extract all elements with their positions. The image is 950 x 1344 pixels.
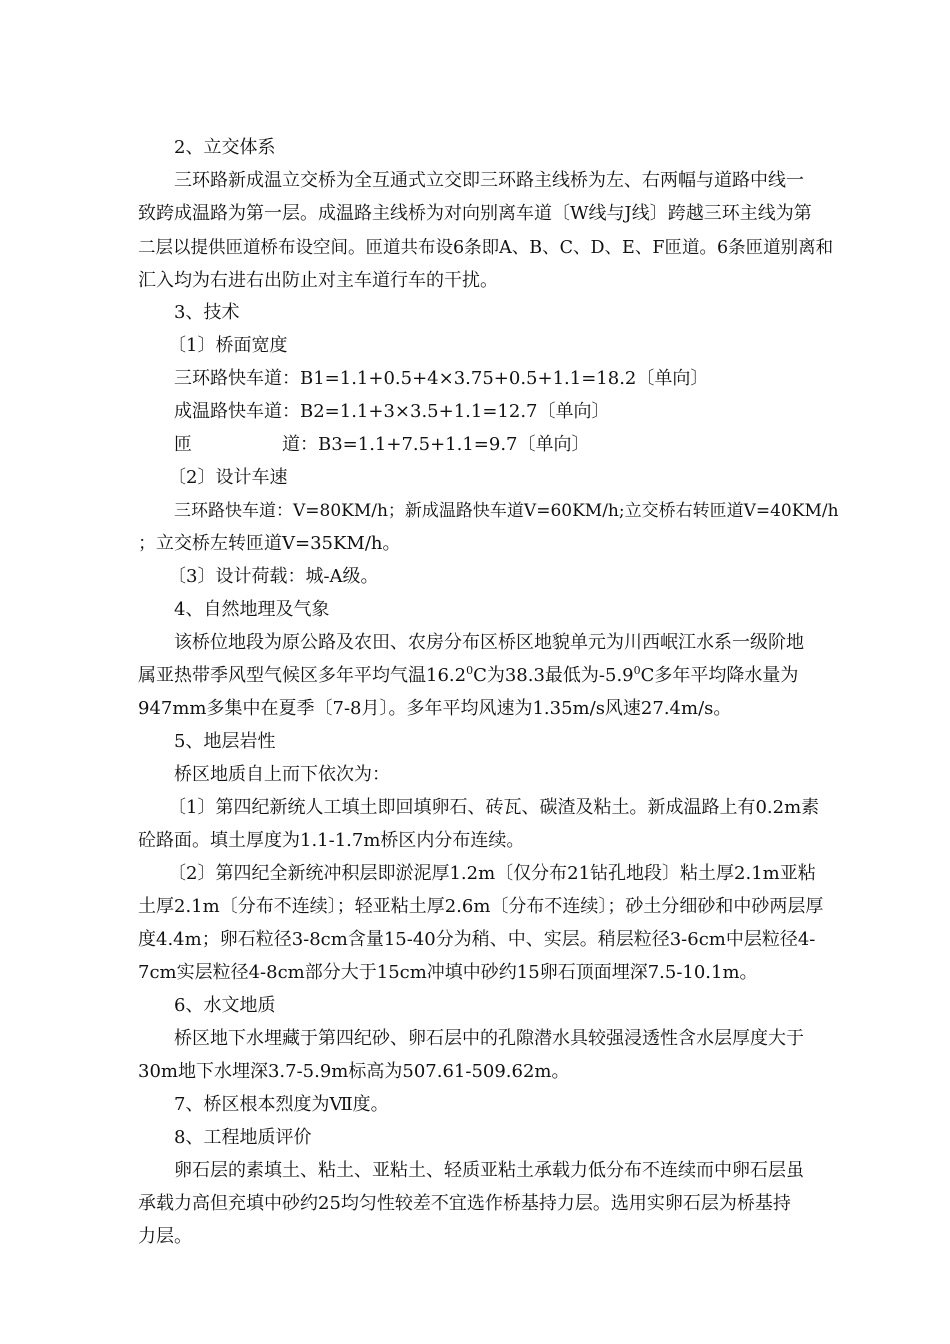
paragraph-line: 947mm多集中在夏季〔7-8月〕。多年平均风速为1.35m/s风速27.4m/s。 [138, 698, 732, 719]
paragraph-line: 度4.4m；卵石粒径3-8cm含量15-40分为稍、中、实层。稍层粒径3-6cm中层粒径4- [138, 929, 816, 950]
paragraph-line: 桥区地质自上而下依次为： [174, 764, 390, 785]
paragraph-line: 三环路新成温立交桥为全互通式立交即三环路主线桥为左、右两幅与道路中线一 [174, 170, 804, 191]
sub-heading: 〔1〕桥面宽度 [168, 335, 288, 356]
line-fragment: 道：B3=1.1+7.5+1.1=9.7〔单向〕 [282, 434, 590, 455]
superscript: 0 [466, 664, 474, 677]
section-heading: 2、立交体系 [174, 137, 276, 158]
section-heading: 8、工程地质评价 [174, 1127, 312, 1148]
paragraph-line: 三环路快车道：V=80KM/h；新成温路快车道V=60KM/h;立交桥右转匝道V=40KM/h [174, 501, 839, 521]
paragraph-line: 〔1〕第四纪新统人工填土即回填卵石、砖瓦、碳渣及粘土。新成温路上有0.2m素 [168, 797, 820, 818]
paragraph-line: 致跨成温路为第一层。成温路主线桥为对向别离车道〔W线与J线〕跨越三环主线为第 [138, 203, 812, 224]
section-heading: 4、自然地理及气象 [174, 599, 330, 620]
paragraph-line: 二层以提供匝道桥布设空间。匝道共布设6条即A、B、C、D、E、F匝道。6条匝道别离和 [138, 238, 834, 258]
section-heading: 5、地层岩性 [174, 731, 276, 752]
paragraph-line: 力层。 [138, 1226, 192, 1247]
paragraph-line: 汇入均为右进右出防止对主车道行车的干扰。 [138, 270, 498, 291]
line-fragment: 匝 [174, 434, 192, 455]
paragraph-line [138, 663, 850, 689]
section-heading: 7、桥区根本烈度为Ⅶ度。 [174, 1094, 389, 1115]
section-heading: 6、水文地质 [174, 995, 276, 1016]
section-heading: 3、技术 [174, 302, 240, 323]
paragraph-line: 7cm实层粒径4-8cm部分大于15cm冲填中砂约15卵石顶面埋深7.5-10.1m。 [138, 962, 758, 983]
paragraph-line: ；立交桥左转匝道V=35KM/h。 [138, 533, 401, 554]
paragraph-line: 该桥位地段为原公路及农田、农房分布区桥区地貌单元为川西岷江水系一级阶地 [174, 632, 804, 653]
line-fragment: 属亚热带季风型气候区多年平均气温16.2 [138, 665, 467, 686]
superscript: 0 [633, 664, 641, 677]
line-fragment: C为38.3最低为-5.9 [473, 665, 634, 686]
paragraph-line: 〔2〕第四纪全新统冲积层即淤泥厚1.2m〔仅分布21钻孔地段〕粘土厚2.1m亚粘 [168, 863, 816, 884]
sub-heading: 〔2〕设计车速 [168, 467, 288, 488]
paragraph-line: 桥区地下水埋藏于第四纪砂、卵石层中的孔隙潜水具较强浸透性含水层厚度大于 [174, 1028, 804, 1049]
paragraph-line: 30m地下水埋深3.7-5.9m标高为507.61-509.62m。 [138, 1061, 570, 1082]
paragraph-line: 三环路快车道：B1=1.1+0.5+4×3.75+0.5+1.1=18.2〔单向〕 [174, 368, 709, 389]
paragraph-line: 土厚2.1m〔分布不连续〕；轻亚粘土厚2.6m〔分布不连续〕；砂土分细砂和中砂两层厚 [138, 896, 824, 917]
line-fragment: C多年平均降水量为 [640, 665, 799, 686]
paragraph-line: 成温路快车道：B2=1.1+3×3.5+1.1=12.7〔单向〕 [174, 401, 610, 422]
sub-heading: 〔3〕设计荷载：城-A级。 [168, 566, 379, 587]
paragraph-line: 卵石层的素填土、粘土、亚粘土、轻质亚粘土承载力低分布不连续而中卵石层虽 [174, 1160, 804, 1181]
paragraph-line: 砼路面。填土厚度为1.1-1.7m桥区内分布连续。 [138, 830, 525, 851]
paragraph-line [174, 432, 886, 458]
paragraph-line: 承载力高但充填中砂约25均匀性较差不宜选作桥基持力层。选用实卵石层为桥基持 [138, 1193, 791, 1214]
